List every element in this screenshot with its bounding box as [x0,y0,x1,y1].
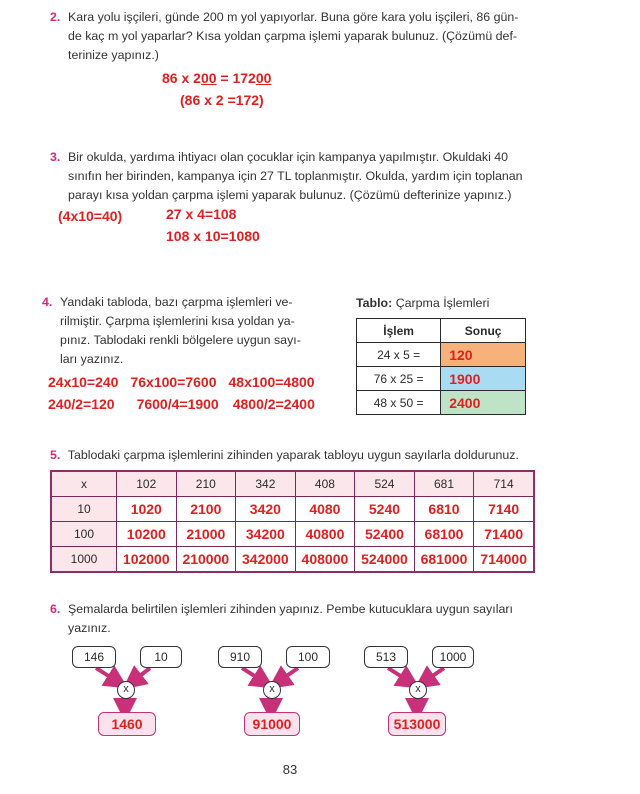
table-row-label: 10 [51,497,117,522]
page-number: 83 [282,762,298,777]
table-cell: 524000 [355,547,415,573]
table-cell: 714000 [474,547,534,573]
table-cell: 3420 [236,497,296,522]
multiply-symbol: x [117,681,135,699]
table-cell: 342000 [236,547,296,573]
q2-handwritten-answer-2: (86 x 2 =172) [180,92,264,108]
question-number: 3. [50,150,61,164]
scheme-result: 91000 [244,712,300,736]
question-text-line: de kaç m yol yaparlar? Kısa yoldan çarpma işlemi yaparak bulunuz. (Çözümü def- [68,29,518,43]
multiply-symbol: x [263,681,281,699]
table-header-cell: 102 [117,471,177,497]
table-header-cell: x [51,471,117,497]
table-cell: 4080 [295,497,355,522]
table-title: Tablo: Çarpma İşlemleri [356,296,490,310]
table-cell: 40800 [295,522,355,547]
scheme-input-a: 146 [72,646,116,668]
table-cell: 1020 [117,497,177,522]
question-text-line: parayı kısa yoldan çarpma işlemi yaparak bulunuz. (Çözümü defterinize yapınız.) [68,188,512,202]
table-header-cell: 681 [414,471,474,497]
table-cell-result: 1900 [441,367,526,391]
table-row-label: 100 [51,522,117,547]
table-cell-operation: 48 x 50 = [357,391,441,415]
table-cell: 5240 [355,497,415,522]
table-header-result: Sonuç [441,319,526,343]
table-cell: 34200 [236,522,296,547]
table-cell: 2100 [176,497,236,522]
q4-handwritten-answers-row2: 240/2=120 7600/4=1900 4800/2=2400 [48,396,315,412]
scheme-input-b: 10 [140,646,182,668]
question-number: 2. [50,10,61,24]
table-header-cell: 342 [236,471,296,497]
table-cell: 408000 [295,547,355,573]
table-cell: 210000 [176,547,236,573]
table-cell: 10200 [117,522,177,547]
table-cell-result: 120 [441,343,526,367]
multiply-symbol: x [409,681,427,699]
question-text-line: Şemalarda belirtilen işlemleri zihinden yapınız. Pembe kutucuklara uygun sayıları [68,602,513,616]
table-cell: 21000 [176,522,236,547]
table-header-cell: 408 [295,471,355,497]
question-text-line: yazınız. [68,621,111,635]
q3-handwritten-answer-left: (4x10=40) [58,208,123,224]
scheme-input-a: 513 [364,646,408,668]
table-cell: 681000 [414,547,474,573]
scheme-input-a: 910 [218,646,262,668]
scheme-input-b: 100 [286,646,330,668]
table-row-label: 1000 [51,547,117,573]
question-text-line: sınıfın her birinden, kampanya için 27 TL toplanmıştır. Okulda, yardım için toplanan [68,169,523,183]
table-cell: 68100 [414,522,474,547]
question-number: 4. [42,295,53,309]
table-cell-operation: 76 x 25 = [357,367,441,391]
table-cell: 102000 [117,547,177,573]
question-text-line: Yandaki tabloda, bazı çarpma işlemleri ve- [60,295,293,309]
table-header-cell: 210 [176,471,236,497]
q2-handwritten-answer-1: 86 x 200 = 17200 [162,70,272,86]
question-text-line: pınız. Tablodaki renkli bölgelere uygun sayı- [60,333,301,347]
question-text-line: rilmiştir. Çarpma işlemlerini kısa yoldan ya- [60,314,295,328]
table-cell-result: 2400 [441,391,526,415]
table-header-operation: İşlem [357,319,441,343]
table-cell: 71400 [474,522,534,547]
table-cell: 7140 [474,497,534,522]
table-header-cell: 524 [355,471,415,497]
question-text-line: ları yazınız. [60,352,124,366]
table-header-cell: 714 [474,471,534,497]
question-number: 5. [50,448,61,462]
q3-handwritten-answer-right-1: 27 x 4=108 [166,206,237,222]
q3-handwritten-answer-right-2: 108 x 10=1080 [166,228,260,244]
q4-handwritten-answers-row1: 24x10=240 76x100=7600 48x100=4800 [48,374,315,390]
table-cell-operation: 24 x 5 = [357,343,441,367]
scheme-input-b: 1000 [432,646,474,668]
table-cell: 6810 [414,497,474,522]
question-text-line: Kara yolu işçileri, günde 200 m yol yapıyorlar. Buna göre kara yolu işçileri, 86 gün- [68,10,519,24]
question-text-line: Bir okulda, yardıma ihtiyacı olan çocuklar için kampanya yapılmıştır. Okuldaki 40 [68,150,509,164]
scheme-result: 513000 [388,712,446,736]
question-number: 6. [50,602,61,616]
question-text: Tablodaki çarpma işlemlerini zihinden yaparak tabloyu uygun sayılarla doldurunuz. [67,448,519,462]
scheme-result: 1460 [98,712,156,736]
table-cell: 52400 [355,522,415,547]
question-text-line: terinize yapınız.) [68,48,159,62]
